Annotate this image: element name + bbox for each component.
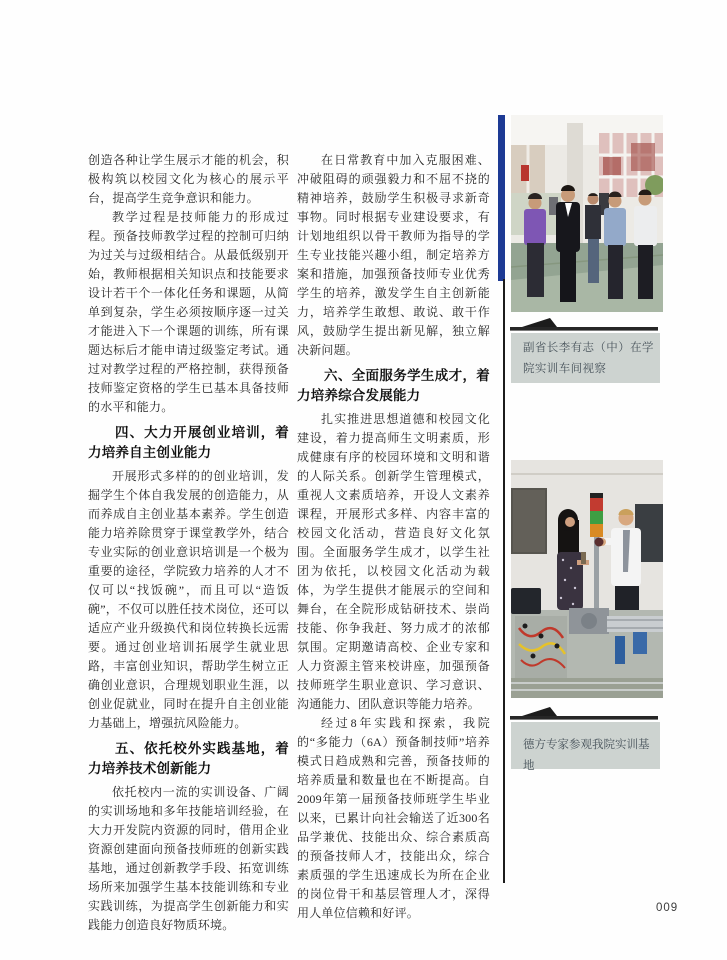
photo-expert-visit-illustration <box>511 460 663 698</box>
paragraph: 教学过程是技师能力的形成过程。预备技师教学过程的控制可归纳为过关与过级相结合。从最低级别开始，教师根据相关知识点和技能要求设计若干个一体化任务和课题，从简单到复杂，学生必须按顺序逐一过关才能进入下一个课题的训练，所有课题达标后才能申请过级鉴定考试。通过对教学过程的严格控制，获得预备技师鉴定资格的学生已基本具备技师的水平和能力。 <box>88 210 289 414</box>
photo-leader-inspection <box>511 115 663 312</box>
paragraph: 依托校内一流的实训设备、广阔的实训场地和多年技能培训经验，在大力开发院内资源的同时，借用企业资源创建面向预备技师班的创新实践基地，通过创新教学手段、拓宽训练场所来加强学生基本技能训练和专业实践训练，为提高学生创新能力和实践能力创造良好物质环境。 <box>88 785 289 932</box>
vertical-rule <box>503 279 505 883</box>
paragraph: 扎实推进思想道德和校园文化建设，着力提高师生文明素质，形成健康有序的校园环境和文明和谐的人际关系。创新学生管理模式，重视人文素质培养，开设人文素养课程，开展形式多样、内容丰富的校园文化活动，营造良好文化氛围。全面服务学生成才，以学生社团为依托，以校园文化活动为载体，为学生提供才能展示的空间和舞台，在全院形成钻研技术、崇尚技能、你争我赶、努力成才的浓郁氛围。定期邀请高校、企业专家和人力资源主管来校讲座，加强预备技师班学生职业意识、学习意识、沟通能力、团队意识等能力培养。 <box>297 412 490 711</box>
paragraph: 创造各种让学生展示才能的机会，积极构筑以校园文化为核心的展示平台，提高学生竞争意识和能力。 <box>88 153 289 205</box>
right-column <box>297 151 490 923</box>
photo-caption: 德方专家参观我院实训基地 <box>511 722 660 769</box>
photo-leader-inspection-illustration <box>511 115 663 312</box>
swoosh-divider-icon <box>510 705 658 720</box>
page-number: 009 <box>656 902 679 914</box>
paragraph: 开展形式多样的的创业培训，发掘学生个体自我发展的创造能力，从而养成自主创业基本素养。学生创造能力培养除贯穿于课堂教学外，结合专业实际的创业意识培训是一个极为重要的途径，学院致力培养的人才不仅可以“找饭碗”，而且可以“造饭碗”，不仅可以胜任技术岗位，还可以适应产业升级换代和岗位转换长远需要。通过创业培训拓展学生就业思路，丰富创业知识，帮助学生树立正确创业意识，合理规划职业生涯，以创业促就业，同时在提升自主创业能力基础上，增强抗风险能力。 <box>88 469 289 730</box>
blue-accent-bar <box>498 115 505 281</box>
swoosh-divider <box>510 316 658 331</box>
photo-expert-visit <box>511 460 663 698</box>
section-heading-6: 六、全面服务学生成才，着力培养综合发展能力 <box>297 368 490 403</box>
swoosh-divider <box>510 705 658 720</box>
photo-caption: 副省长李有志（中）在学院实训车间视察 <box>511 333 660 383</box>
left-column <box>88 151 289 935</box>
section-heading-4: 四、大力开展创业培训，着力培养自主创业能力 <box>88 425 289 460</box>
paragraph: 在日常教育中加入克服困难、冲破阻碍的顽强毅力和不屈不挠的精神培养，鼓励学生积极寻求新奇事物。同时根据专业建设要求，有计划地组织以骨干教师为指导的学生专业技能兴趣小组，制定培养方案和措施，加强预备技师专业优秀学生的培养，激发学生自主创新能力，培养学生敢想、敢说、敢干作风，鼓励学生提出新见解，独立解决新问题。 <box>297 153 490 357</box>
swoosh-divider-icon <box>510 316 658 331</box>
section-heading-5: 五、依托校外实践基地，着力培养技术创新能力 <box>88 741 289 776</box>
paragraph: 经过8年实践和探索，我院的“多能力（6A）预备制技师”培养模式日趋成熟和完善，预备技师的培养质量和数量也在不断提高。自2009年第一届预备技师班学生毕业以来，已累计向社会输送了近300名品学兼优、技能出众、综合素质高的预备技师人才，技能出众，综合素质强的学生迅速成长为所在企业的岗位骨干和基层管理人才，深得用人单位信赖和好评。 <box>297 716 490 920</box>
